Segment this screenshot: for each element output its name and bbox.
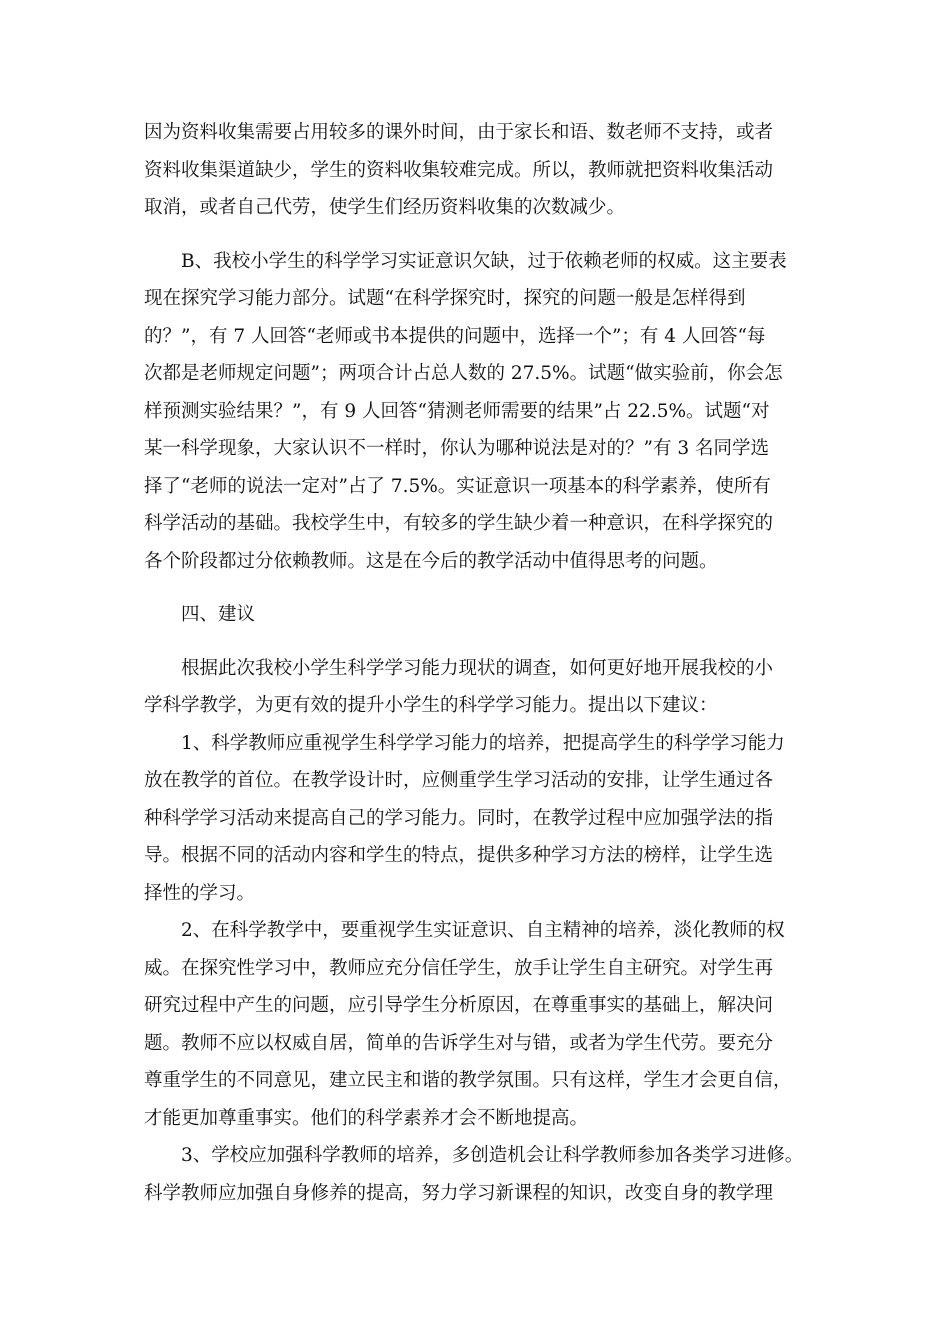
text-line: 现在探究学习能力部分。试题“在科学探究时，探究的问题一般是怎样得到: [144, 288, 746, 309]
text-line: 研究过程中产生的问题，应引导学生分析原因，在尊重事实的基础上，解决问: [144, 995, 774, 1016]
text-line: 放在教学的首位。在教学设计时，应侧重学生学习活动的安排，让学生通过各: [144, 770, 774, 791]
section-heading: [144, 596, 812, 634]
text-line: 导。根据不同的活动内容和学生的特点，提供多种学习方法的榜样，让学生选: [144, 845, 774, 866]
text-line: B、我校小学生的科学学习实证意识欠缺，过于依赖老师的权威。这主要表: [181, 250, 787, 272]
text-line: 题。教师不应以权威自居，简单的告诉学生对与错，或者为学生代劳。要充分: [144, 1032, 774, 1054]
document-page: [144, 114, 812, 1212]
text-line: 尊重学生的不同意见，建立民主和谐的教学氛围。只有这样，学生才会更自信，: [144, 1070, 792, 1091]
text-line: 的？”，有 7 人回答“老师或书本提供的问题中，选择一个”；有 4 人回答“每: [144, 325, 766, 347]
text-line: 各个阶段都过分依赖教师。这是在今后的教学活动中值得思考的问题。: [144, 550, 718, 572]
text-line: 根据此次我校小学生科学学习能力现状的调查，如何更好地开展我校的小: [181, 657, 774, 679]
paragraph-suggestion-1: [144, 725, 812, 913]
section-heading-text: 四、建议: [181, 604, 256, 625]
text-line: 学科学教学，为更有效的提升小学生的科学学习能力。提出以下建议：: [144, 695, 718, 716]
text-line: 样预测实验结果？”，有 9 人回答“猜测老师需要的结果”占 22.5%。试题“对: [144, 400, 770, 422]
text-line: 择性的学习。: [144, 882, 256, 904]
text-line: 取消，或者自己代劳，使学生们经历资料收集的次数减少。: [144, 197, 626, 218]
text-line: 次都是老师规定问题”；两项合计占总人数的 27.5%。试题“做实验前，你会怎: [144, 363, 783, 384]
text-line: 资料收集渠道缺少，学生的资料收集较难完成。所以，教师就把资料收集活动: [144, 159, 774, 181]
text-line: 某一科学现象，大家认识不一样时，你认为哪种说法是对的？”有 3 名同学选: [144, 438, 769, 459]
text-line: 种科学学习活动来提高自己的学习能力。同时，在教学过程中应加强学法的指: [144, 807, 774, 829]
paragraph-b-evidence: [144, 243, 812, 581]
paragraph-continuation: [144, 114, 812, 227]
paragraph-suggestion-3: [144, 1137, 812, 1212]
text-line: 才能更加尊重事实。他们的科学素养才会不断地提高。: [144, 1107, 589, 1129]
text-line: 1、科学教师应重视学生科学学习能力的培养，把提高学生的科学学习能力: [181, 732, 785, 754]
text-line: 3、学校应加强科学教师的培养，多创造机会让科学教师参加各类学习进修。: [181, 1145, 804, 1166]
paragraph-intro: [144, 650, 812, 725]
text-line: 科学活动的基础。我校学生中，有较多的学生缺少着一种意识，在科学探究的: [144, 513, 774, 534]
text-line: 因为资料收集需要占用较多的课外时间，由于家长和语、数老师不支持，或者: [144, 122, 774, 143]
text-line: 择了“老师的说法一定对”占了 7.5%。实证意识一项基本的科学素养，使所有: [144, 475, 771, 497]
text-line: 2、在科学教学中，要重视学生实证意识、自主精神的培养，淡化教师的权: [181, 920, 785, 941]
paragraph-suggestion-2: [144, 912, 812, 1137]
text-line: 科学教师应加强自身修养的提高，努力学习新课程的知识，改变自身的教学理: [144, 1182, 774, 1204]
text-line: 威。在探究性学习中，教师应充分信任学生，放手让学生自主研究。对学生再: [144, 957, 774, 979]
